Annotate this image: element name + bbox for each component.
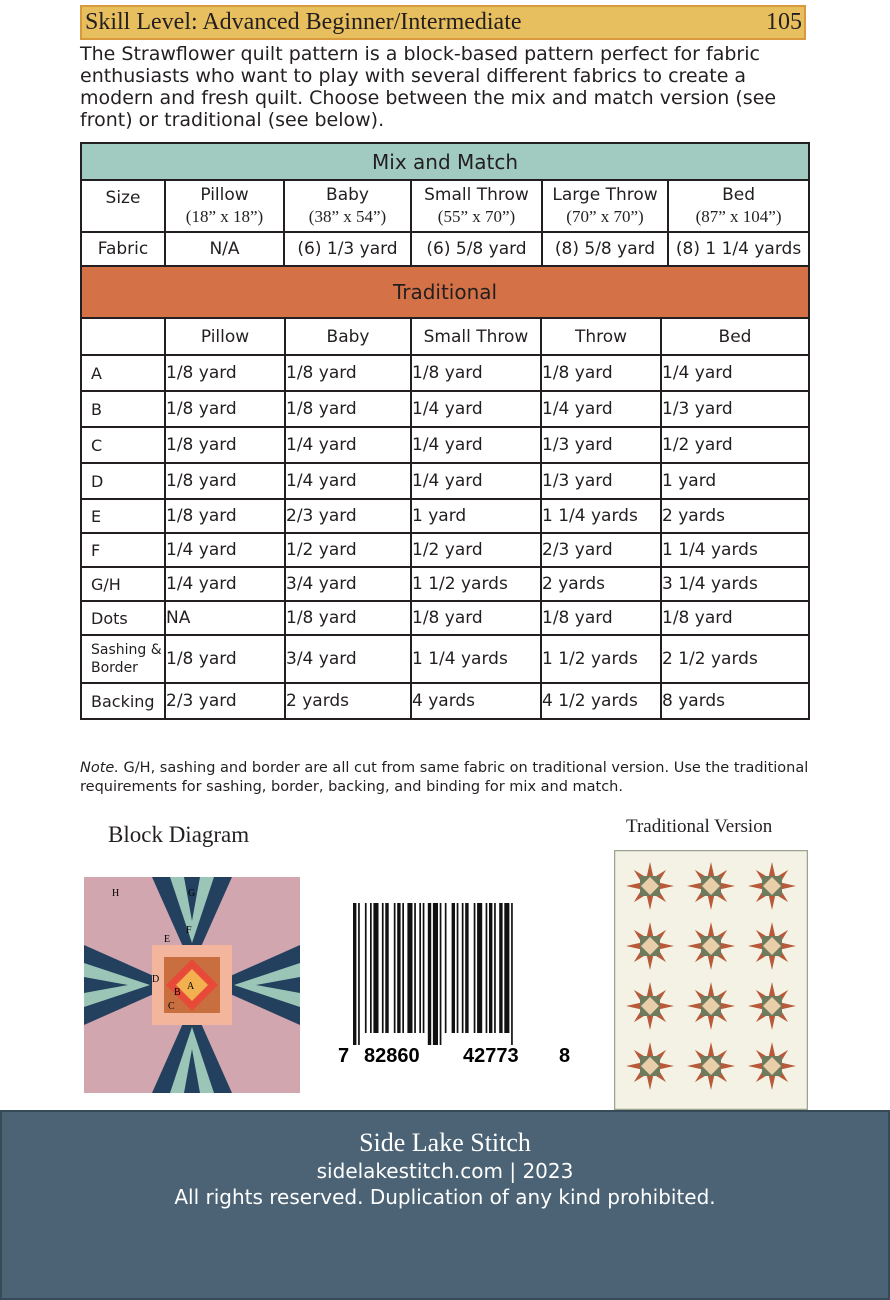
label-c: C [168, 1001, 175, 1012]
table-cell: 1/4 yard [411, 463, 541, 499]
table-cell: 1 1/4 yards [541, 499, 661, 533]
footer-website: sidelakestitch.com | 2023 [316, 1159, 574, 1183]
table-cell: 1 1/2 yards [411, 567, 541, 601]
note-lead: Note. [80, 760, 119, 776]
barcode-bar [385, 903, 388, 1033]
barcode-bar [440, 903, 442, 1045]
table-cell: 4 1/2 yards [541, 683, 661, 719]
traditional-title: Traditional [81, 266, 809, 318]
barcode-bar [494, 903, 496, 1033]
table-row [81, 635, 809, 683]
barcode-bar [394, 903, 396, 1033]
fabric-value: (8) 5/8 yard [542, 232, 668, 266]
barcode-bar [452, 903, 455, 1033]
size-cell [284, 180, 411, 232]
table-cell: 1/4 yard [411, 427, 541, 463]
table-cell: 1/4 yard [541, 391, 661, 427]
size-cell [165, 180, 284, 232]
size-name: Bed [722, 185, 755, 205]
table-cell: 2 yards [661, 499, 809, 533]
label-d: D [152, 974, 160, 985]
page-number: 105 [766, 9, 802, 35]
table-cell: 3/4 yard [285, 635, 411, 683]
size-name: Pillow [200, 185, 249, 205]
block-diagram-title: Block Diagram [108, 822, 250, 847]
size-cell [411, 180, 542, 232]
table-cell: 1/8 yard [285, 601, 411, 635]
barcode-bars [353, 903, 513, 1045]
barcode-group-left: 82860 [364, 1045, 420, 1067]
table-cell: 1 1/4 yards [661, 533, 809, 567]
table-cell: 2 yards [285, 683, 411, 719]
column-header: Bed [661, 318, 809, 355]
table-cell: 1/2 yard [411, 533, 541, 567]
table-cell: 1/8 yard [541, 355, 661, 391]
block-diagram [84, 877, 300, 1093]
barcode-digit-right: 8 [559, 1045, 571, 1067]
table-row [81, 499, 809, 533]
table-cell: 1/2 yard [661, 427, 809, 463]
row-label: G/H [81, 567, 165, 601]
footer-rights: All rights reserved. Duplication of any kind prohibited. [174, 1185, 716, 1209]
note-text [80, 759, 810, 797]
table-cell: 1/8 yard [165, 391, 285, 427]
fabric-label: Fabric [81, 232, 165, 266]
barcode-bar [465, 903, 468, 1033]
table-cell: 1/8 yard [165, 635, 285, 683]
column-header: Throw [541, 318, 661, 355]
barcode-bar [489, 903, 492, 1033]
barcode-bar [445, 903, 447, 1033]
table-cell: 2 yards [541, 567, 661, 601]
barcode-bar [382, 903, 384, 1033]
table-cell: 1/3 yard [661, 391, 809, 427]
barcode-bar [373, 903, 378, 1033]
table-cell: 1 yard [661, 463, 809, 499]
size-dims: (38” x 54”) [308, 207, 387, 226]
row-label: C [81, 427, 165, 463]
size-cell [668, 180, 809, 232]
table-cell: 2 1/2 yards [661, 635, 809, 683]
barcode-bar [407, 903, 412, 1033]
table-row [81, 355, 809, 391]
label-a: A [187, 981, 195, 992]
traditional-quilt-preview [614, 850, 808, 1110]
table-cell: 4 yards [411, 683, 541, 719]
table-cell: 1/8 yard [165, 355, 285, 391]
column-header: Pillow [165, 318, 285, 355]
traditional-table [80, 265, 810, 720]
size-name: Large Throw [552, 185, 658, 205]
table-row [81, 533, 809, 567]
table-cell: 1/2 yard [285, 533, 411, 567]
size-cell [542, 180, 668, 232]
table-row [81, 683, 809, 719]
label-f: F [186, 925, 192, 936]
barcode-bar [365, 903, 367, 1033]
barcode-bar [433, 903, 438, 1045]
table-cell: 2/3 yard [541, 533, 661, 567]
mix-match-title: Mix and Match [81, 143, 809, 180]
mix-match-table [80, 142, 810, 267]
barcode-bar [499, 903, 502, 1033]
barcode-bar [462, 903, 464, 1033]
note-body: G/H, sashing and border are all cut from same fabric on traditional version. Use the traditional requirements for sashing, border, backing, and binding for mix and match. [80, 760, 809, 795]
fabric-value: N/A [165, 232, 284, 266]
table-cell: 1/8 yard [285, 355, 411, 391]
row-label: E [81, 499, 165, 533]
barcode-bar [358, 903, 360, 1045]
skill-level-bar [80, 5, 806, 40]
table-cell: 1/3 yard [541, 427, 661, 463]
table-cell: 1/8 yard [165, 499, 285, 533]
table-cell: 1/3 yard [541, 463, 661, 499]
table-cell: 1/4 yard [411, 391, 541, 427]
barcode-bar [370, 903, 372, 1033]
barcode-bar [419, 903, 421, 1033]
barcode [336, 903, 576, 1068]
table-cell: 1/8 yard [285, 391, 411, 427]
barcode-bar [428, 903, 431, 1045]
row-label: B [81, 391, 165, 427]
fabric-value: (6) 1/3 yard [284, 232, 411, 266]
fabric-value: (8) 1 1/4 yards [668, 232, 809, 266]
column-header: Small Throw [411, 318, 541, 355]
table-cell: 1 yard [411, 499, 541, 533]
barcode-group-right: 42773 [463, 1045, 519, 1067]
row-label: F [81, 533, 165, 567]
table-cell: 1/8 yard [661, 601, 809, 635]
label-e: E [164, 934, 171, 945]
column-header: Baby [285, 318, 411, 355]
table-cell: NA [165, 601, 285, 635]
row-label: Backing [81, 683, 165, 719]
table-cell: 1/4 yard [285, 463, 411, 499]
barcode-bar [486, 903, 488, 1033]
size-dims: (55” x 70”) [437, 207, 516, 226]
table-cell: 2/3 yard [165, 683, 285, 719]
table-cell: 3 1/4 yards [661, 567, 809, 601]
size-label: Size [81, 180, 165, 232]
table-cell: 1 1/2 yards [541, 635, 661, 683]
size-dims: (87” x 104”) [695, 207, 782, 226]
label-h: H [112, 888, 120, 899]
table-cell: 8 yards [661, 683, 809, 719]
barcode-digit-left: 7 [338, 1045, 350, 1067]
table-cell: 1/8 yard [541, 601, 661, 635]
table-cell: 1/8 yard [165, 427, 285, 463]
table-row [81, 463, 809, 499]
barcode-bar [423, 903, 425, 1033]
barcode-bar [353, 903, 356, 1045]
label-g: G [188, 888, 196, 899]
barcode-bar [402, 903, 404, 1033]
label-b: B [174, 987, 181, 998]
barcode-bar [477, 903, 482, 1033]
row-label: Dots [81, 601, 165, 635]
table-cell: 2/3 yard [285, 499, 411, 533]
table-cell: 1/8 yard [411, 601, 541, 635]
table-cell: 1 1/4 yards [411, 635, 541, 683]
footer-brand: Side Lake Stitch [359, 1128, 531, 1157]
table-row [81, 427, 809, 463]
table-cell: 1/8 yard [165, 463, 285, 499]
barcode-bar [504, 903, 509, 1033]
table-cell: 1/4 yard [661, 355, 809, 391]
footer [0, 1110, 890, 1300]
row-label: A [81, 355, 165, 391]
barcode-bar [511, 903, 513, 1045]
table-cell: 1/4 yard [165, 533, 285, 567]
table-cell: 1/4 yard [165, 567, 285, 601]
size-dims: (70” x 70”) [566, 207, 644, 226]
size-dims: (18” x 18”) [185, 207, 264, 226]
table-row [81, 391, 809, 427]
corner-cell [81, 318, 165, 355]
row-label: Sashing & Border [81, 635, 165, 683]
size-name: Baby [326, 185, 369, 205]
barcode-bar [397, 903, 400, 1033]
size-name: Small Throw [424, 185, 529, 205]
table-row [81, 601, 809, 635]
intro-paragraph: The Strawflower quilt pattern is a block-based pattern perfect for fabric enthusiasts who want to play with several different fabrics to create a modern and fresh quilt. Choose between the mix and match version (see front) or traditional (see below). [80, 43, 777, 131]
table-cell: 1/4 yard [285, 427, 411, 463]
table-cell: 3/4 yard [285, 567, 411, 601]
row-label: D [81, 463, 165, 499]
fabric-value: (6) 5/8 yard [411, 232, 542, 266]
table-row [81, 567, 809, 601]
barcode-bar [414, 903, 416, 1033]
skill-level-text: Skill Level: Advanced Beginner/Intermediate [85, 9, 522, 35]
traditional-version-title: Traditional Version [626, 816, 773, 837]
barcode-bar [457, 903, 459, 1033]
barcode-bar [474, 903, 476, 1033]
table-cell: 1/8 yard [411, 355, 541, 391]
